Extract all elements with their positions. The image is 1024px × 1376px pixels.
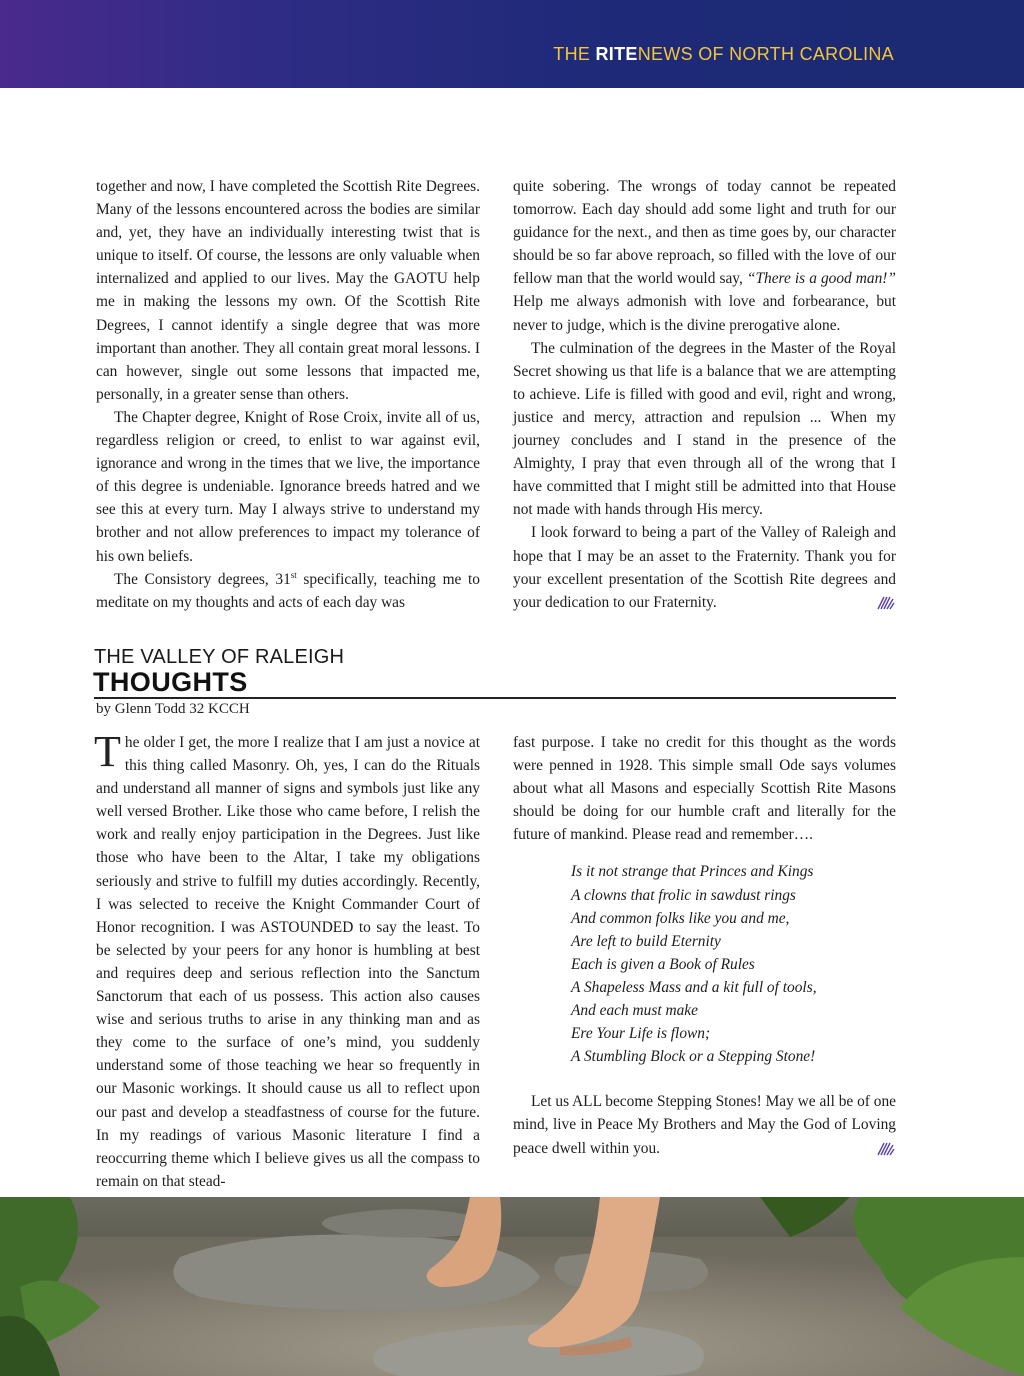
paragraph bbox=[513, 175, 896, 337]
title-divider bbox=[94, 697, 896, 699]
poem-line: And each must make bbox=[571, 1002, 698, 1020]
poem-line: Are left to build Eternity bbox=[571, 932, 721, 950]
ordinal-suffix: st bbox=[290, 569, 297, 580]
poem-line: Is it not strange that Princes and Kings bbox=[571, 863, 814, 881]
article-right-column bbox=[513, 731, 896, 1160]
paragraph: The culmination of the degrees in the Master of the Royal Secret showing us that life is a balance that we are attempting to achieve. Life is filled with good and evil, right and wrong, justice and mercy, attraction and repulsion ... When my journey concludes and I stand in the presence of the Almighty, I pray that even through all of the wrong that I have committed that I might still be admitted into that House not made with hands through His mercy. bbox=[513, 339, 896, 519]
article-left-column bbox=[94, 727, 480, 1193]
masthead bbox=[553, 44, 894, 65]
poem-line: Ere Your Life is flown; bbox=[571, 1025, 711, 1043]
paragraph-text: Help me always admonish with love and forbearance, but never to judge, which is the divine prerogative alone. bbox=[513, 293, 896, 334]
masthead-the: THE bbox=[553, 44, 596, 64]
stepping-stones-photo bbox=[0, 1197, 1024, 1376]
byline: by Glenn Todd 32 KCCH bbox=[96, 701, 250, 717]
prev-article-left-column bbox=[96, 175, 480, 614]
consistory-text-cont: specifically, teaching me to meditate on my thoughts and acts of each day was bbox=[96, 570, 480, 611]
poem-line: A clowns that frolic in sawdust rings bbox=[571, 886, 796, 904]
end-mark-icon bbox=[876, 595, 896, 611]
paragraph: The Chapter degree, Knight of Rose Croix, invite all of us, regardless religion or creed, to enlist to war against evil, ignorance and wrong in the times that we live, the importance of this degree is undeniable. Ignorance breeds hatred and we see this at every turn. May I always strive to understand my brother and not allow preferences to impact my tolerance of his own beliefs. bbox=[96, 408, 480, 565]
stepping-stones-illustration bbox=[0, 1197, 1024, 1376]
article-title: THOUGHTS bbox=[93, 667, 248, 697]
consistory-text: The Consistory degrees, 31 bbox=[114, 570, 291, 588]
masthead-news: NEWS OF NORTH CAROLINA bbox=[637, 44, 894, 64]
paragraph-text: quite sobering. The wrongs of today cannot be repeated tomorrow. Each day should add some light and truth for our guidance for the next., and then as time goes by, our character should be so far above reproach, so filled with the love of our fellow man that the world would say, bbox=[513, 178, 896, 288]
poem-line: And common folks like you and me, bbox=[571, 909, 790, 927]
article-kicker: THE VALLEY OF RALEIGH bbox=[94, 646, 345, 668]
poem-line: A Stumbling Block or a Stepping Stone! bbox=[571, 1048, 816, 1066]
quote: “There is a good man!” bbox=[746, 270, 896, 288]
poem bbox=[571, 860, 896, 1068]
paragraph bbox=[94, 727, 480, 1193]
paragraph-text: he older I get, the more I realize that I am just a novice at this thing called Masonry. Oh, yes, I can do the Rituals and understand all manner of signs and symbols just like any well versed Brother. Like those who came before, I relish the work and really enjoy participation in the Degrees. Just like those who have been to the Altar, I take my obligations seriously and strive to fulfill my duties accordingly. Recently, I was selected to receive the Knight Commander Court of Honor recognition. I was ASTOUNDED to say the least. To be selected by your peers for any honor is humbling at best and requires deep and serious reflection into the Sanctum Sanctorum that each of us possess. This action also causes wise and serious truths to arise in any thinking man and as they come to the surface of one’s mind, you suddenly understand some of those teaching we hear so frequently in our Masonic workings. It should cause us all to reflect upon our past and develop a steadfastness of course for the future. In my readings of various Masonic literature I find a reoccurring theme which I believe gives us all the compass to remain on that stead- bbox=[96, 734, 480, 1190]
paragraph bbox=[513, 521, 896, 613]
paragraph: fast purpose. I take no credit for this thought as the words were penned in 1928. This simple small Ode says volumes about what all Masons and especially Scottish Rite Masons should be doing for our humble craft and literally for the future of mankind. Please read and remember…. bbox=[513, 734, 896, 844]
paragraph: together and now, I have completed the Scottish Rite Degrees. Many of the lessons encountered across the bodies are similar and, yet, they have an individually interesting twist that is unique to itself. Of course, the lessons are only valuable when internalized and applied to our lives. May the GAOTU help me in making the lessons my own. Of the Scottish Rite Degrees, I cannot identify a single degree that was more important than another. They all contain great moral lessons. I can however, single out some lessons that impacted me, personally, in a greater sense than others. bbox=[96, 178, 480, 403]
paragraph-text: Let us ALL become Stepping Stones! May we all be of one mind, live in Peace My Brothers and May the God of Loving peace dwell within you. bbox=[513, 1093, 896, 1157]
paragraph-text: I look forward to being a part of the Valley of Raleigh and hope that I may be an asset to the Fraternity. Thank you for your excellent presentation of the Scottish Rite degrees and your dedication to our Fraternity. bbox=[513, 524, 896, 611]
poem-line: Each is given a Book of Rules bbox=[571, 955, 755, 973]
drop-cap: T bbox=[94, 727, 121, 776]
masthead-rite: RITE bbox=[595, 44, 638, 64]
prev-article-right-column bbox=[513, 175, 896, 614]
header-banner bbox=[0, 0, 1024, 88]
poem-line: A Shapeless Mass and a kit full of tools, bbox=[571, 978, 817, 996]
paragraph bbox=[513, 1090, 896, 1159]
end-mark-icon bbox=[876, 1141, 896, 1157]
paragraph bbox=[96, 568, 480, 614]
